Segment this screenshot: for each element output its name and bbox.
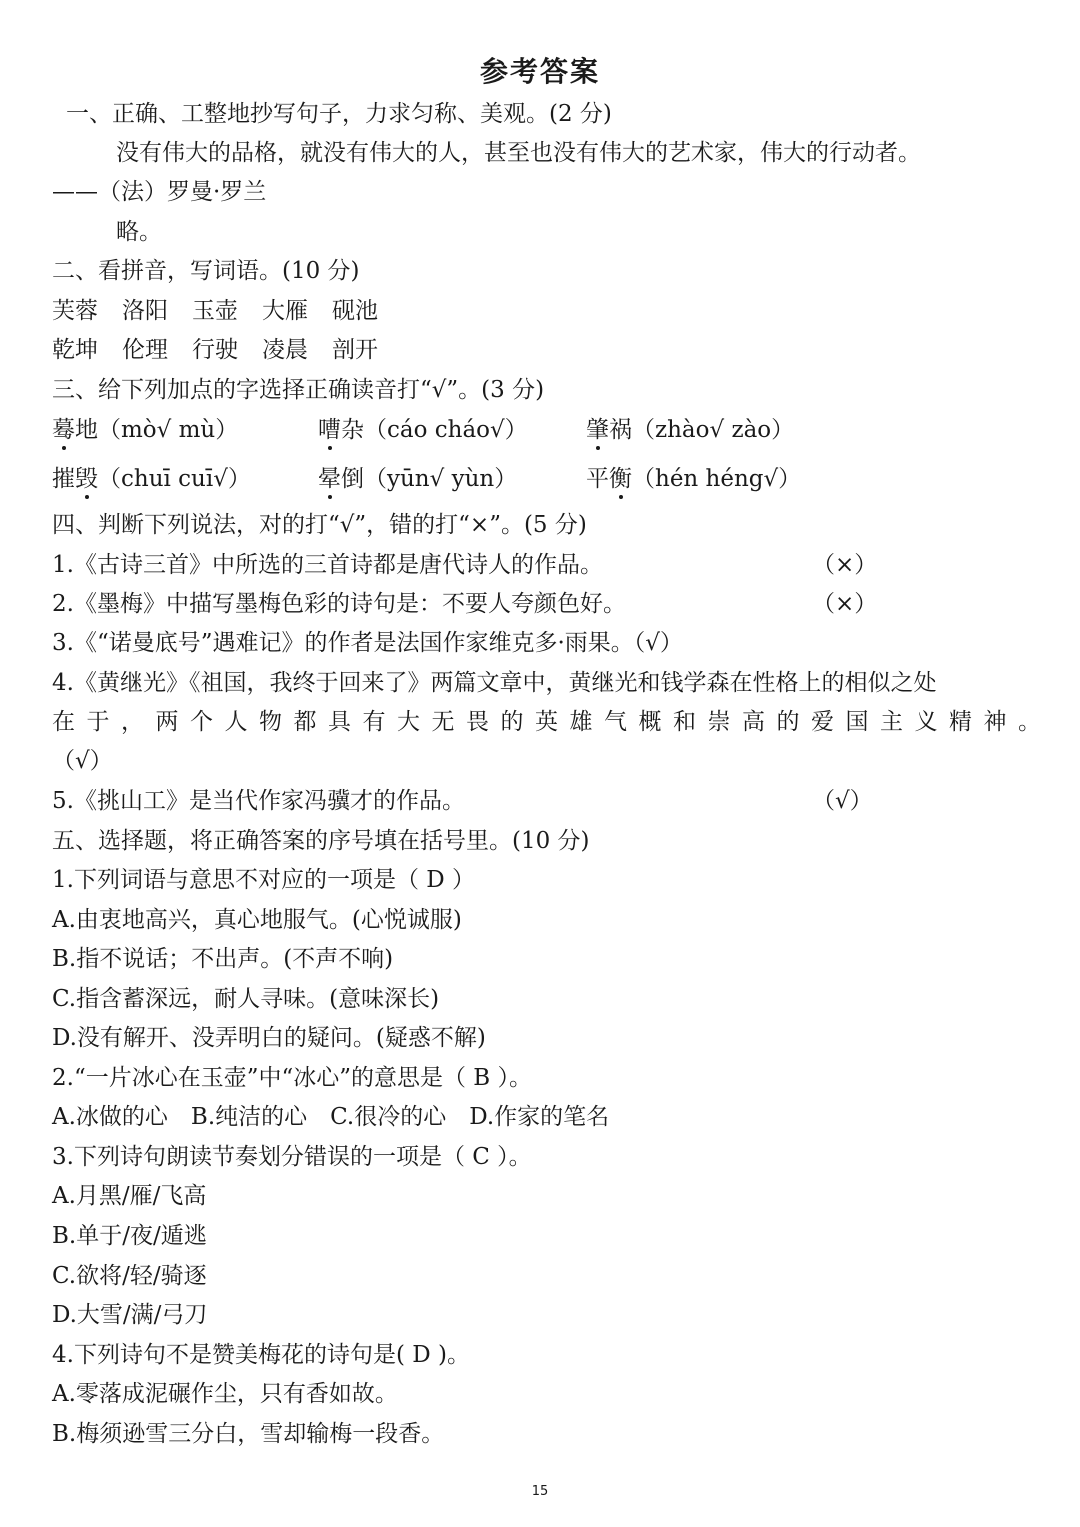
pinyin-item: 晕倒（yūn√ yùn） (318, 466, 518, 492)
option-d: D.没有解开、没弄明白的疑问。(疑惑不解) (52, 1025, 486, 1051)
pinyin-item: 肇祸（zhào√ zào） (586, 417, 795, 443)
word: 行驶 (192, 337, 238, 363)
question-3: 3.下列诗句朗读节奏划分错误的一项是（ C ）。 (52, 1144, 532, 1170)
word: 大雁 (262, 298, 308, 324)
pinyin-item: 摧毁（chuī cuī√） (52, 466, 251, 492)
dotted-char: 晕 (318, 466, 341, 492)
option-b: B.指不说话；不出声。(不声不响) (52, 946, 394, 972)
section-3-heading: 三、给下列加点的字选择正确读音打“√”。(3 分) (52, 377, 545, 403)
section-1-answer: 略。 (116, 219, 162, 245)
judgement-item: 3.《“诺曼底号”遇难记》的作者是法国作家维克多·雨果。（√） (52, 630, 683, 656)
section-1-author: ——（法）罗曼·罗兰 (52, 179, 267, 205)
question-4: 4.下列诗句不是赞美梅花的诗句是( D )。 (52, 1342, 470, 1368)
judgement-mark: （√） (52, 748, 113, 774)
dotted-char: 肇 (586, 417, 609, 443)
dotted-char: 毁 (75, 466, 98, 492)
section-4-heading: 四、判断下列说法，对的打“√”，错的打“×”。(5 分) (52, 512, 587, 538)
option-c: C.指含蓄深远，耐人寻味。(意味深长) (52, 986, 440, 1012)
question-2: 2.“一片冰心在玉壶”中“冰心”的意思是（ B ）。 (52, 1065, 533, 1091)
judgement-item-4-line-1: 4.《黄继光》《祖国，我终于回来了》两篇文章中，黄继光和钱学森在性格上的相似之处 (52, 670, 937, 696)
dotted-char: 衡 (609, 466, 632, 492)
section-2-heading: 二、看拼音，写词语。(10 分) (52, 258, 360, 284)
page-number: 15 (531, 1484, 549, 1499)
dotted-char: 蓦 (52, 417, 75, 443)
word: 凌晨 (262, 337, 308, 363)
pinyin-item: 平衡（hén héng√） (586, 466, 802, 492)
section-2-row-1 (52, 296, 402, 326)
judgement-mark: （√） (812, 788, 873, 814)
option-b: B.梅须逊雪三分白，雪却输梅一段香。 (52, 1421, 445, 1447)
word: 芙蓉 (52, 298, 98, 324)
word: 剖开 (332, 337, 378, 363)
judgement-item: 5.《挑山工》是当代作家冯骥才的作品。 （√） (52, 788, 873, 814)
pinyin-item: 蓦地（mò√ mù） (52, 417, 239, 443)
judgement-mark: （×） (812, 591, 878, 617)
word: 砚池 (332, 298, 378, 324)
word: 乾坤 (52, 337, 98, 363)
option-a: A.月黑/雁/飞高 (52, 1183, 207, 1209)
word: 玉壶 (192, 298, 238, 324)
judgement-item-4-line-2: 在于，两个人物都具有大无畏的英雄气概和崇高的爱国主义精神。 (52, 709, 1053, 735)
section-2-row-2 (52, 335, 402, 365)
question-2-options: A.冰做的心 B.纯洁的心 C.很冷的心 D.作家的笔名 (52, 1104, 610, 1130)
judgement-item: 1.《古诗三首》中所选的三首诗都是唐代诗人的作品。 （×） (52, 552, 878, 578)
word: 洛阳 (122, 298, 168, 324)
judgement-item: 2.《墨梅》中描写墨梅色彩的诗句是：不要人夸颜色好。 （×） (52, 591, 878, 617)
pinyin-item: 嘈杂（cáo cháo√） (318, 417, 528, 443)
page-title: 参考答案 (479, 55, 600, 88)
option-a: A.由衷地高兴，真心地服气。(心悦诚服) (52, 907, 462, 933)
question-1: 1.下列词语与意思不对应的一项是（ D ） (52, 867, 476, 893)
option-b: B.单于/夜/遁逃 (52, 1223, 207, 1249)
section-5-heading: 五、选择题，将正确答案的序号填在括号里。(10 分) (52, 828, 590, 854)
option-c: C.欲将/轻/骑逐 (52, 1263, 207, 1289)
dotted-char: 嘈 (318, 417, 341, 443)
judgement-mark: （×） (812, 552, 878, 578)
section-1-quote: 没有伟大的品格，就没有伟大的人，甚至也没有伟大的艺术家，伟大的行动者。 (116, 140, 921, 166)
option-d: D.大雪/满/弓刀 (52, 1302, 208, 1328)
word: 伦理 (122, 337, 168, 363)
option-a: A.零落成泥碾作尘，只有香如故。 (52, 1381, 398, 1407)
section-1-heading: 一、正确、工整地抄写句子，力求匀称、美观。(2 分) (66, 101, 612, 127)
